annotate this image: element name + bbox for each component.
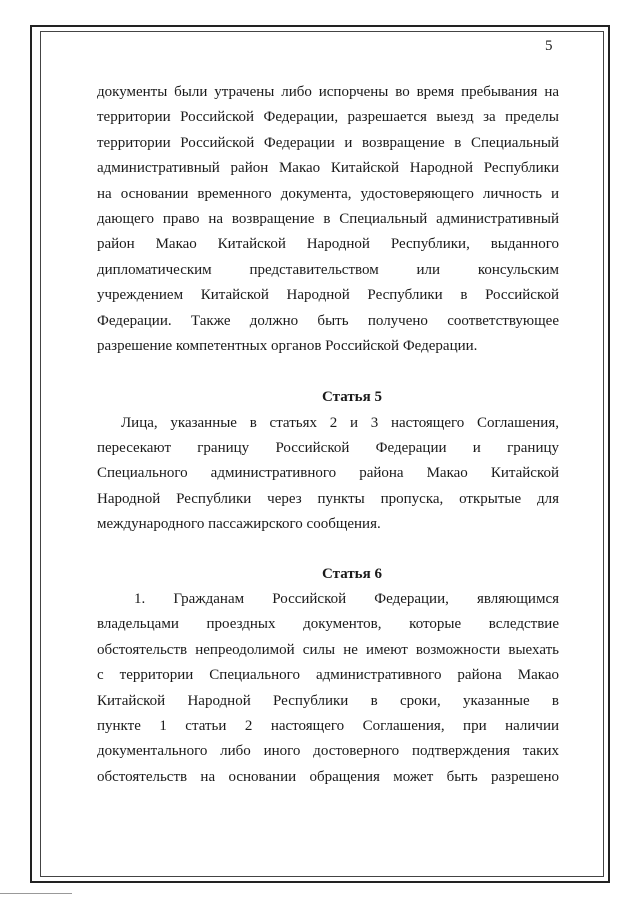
text-line: Народной Республики через пункты пропуска, открытые для	[97, 490, 559, 507]
paragraph-continuation	[97, 80, 559, 359]
text-line: обстоятельств непреодолимой силы не имеют возможности выехать	[97, 641, 559, 658]
text-line: территории Российской Федерации, разрешается выезд за пределы	[97, 109, 559, 126]
text-line: обстоятельств на основании обращения может быть разрешено	[97, 768, 559, 785]
bottom-rule	[0, 893, 72, 894]
text-line: Специального административного района Макао Китайской	[97, 465, 559, 482]
text-line: разрешение компетентных органов Российской Федерации.	[97, 337, 478, 354]
text-line: дающего право на возвращение в Специальный административный	[97, 210, 559, 227]
text-line: административный район Макао Китайской Народной Республики	[97, 160, 559, 177]
text-line: документального либо иного достоверного подтверждения таких	[97, 743, 559, 760]
text-line: Китайской Народной Республики в сроки, указанные в	[97, 692, 559, 709]
article-heading: Статья 6	[322, 565, 382, 582]
document-body	[97, 80, 559, 790]
text-line: международного пассажирского сообщения.	[97, 516, 381, 533]
article-heading: Статья 5	[322, 389, 382, 406]
text-line: на основании временного документа, удостоверяющего личность и	[97, 185, 559, 202]
article-5	[97, 385, 559, 537]
page-number: 5	[545, 38, 553, 54]
text-line: район Макао Китайской Народной Республики, выданного	[97, 236, 559, 253]
article-6	[97, 562, 559, 791]
text-line: территории Российской Федерации и возвращение в Специальный	[97, 134, 559, 151]
text-line: документы были утрачены либо испорчены во время пребывания на	[97, 84, 559, 100]
text-line: пункте 1 статьи 2 настоящего Соглашения, при наличии	[97, 717, 559, 734]
text-line: с территории Специального административного района Макао	[97, 667, 559, 684]
text-line: учреждением Китайской Народной Республики в Российской	[97, 287, 559, 304]
text-line: дипломатическим представительством или консульским	[97, 261, 559, 278]
text-line: Федерации. Также должно быть получено соответствующее	[97, 312, 559, 329]
text-line: Лица, указанные в статьях 2 и 3 настоящего Соглашения,	[121, 414, 559, 431]
text-line: 1. Гражданам Российской Федерации, являющимся	[134, 591, 559, 608]
text-line: пересекают границу Российской Федерации и границу	[97, 440, 559, 457]
text-line: владельцами проездных документов, которые вследствие	[97, 616, 559, 633]
